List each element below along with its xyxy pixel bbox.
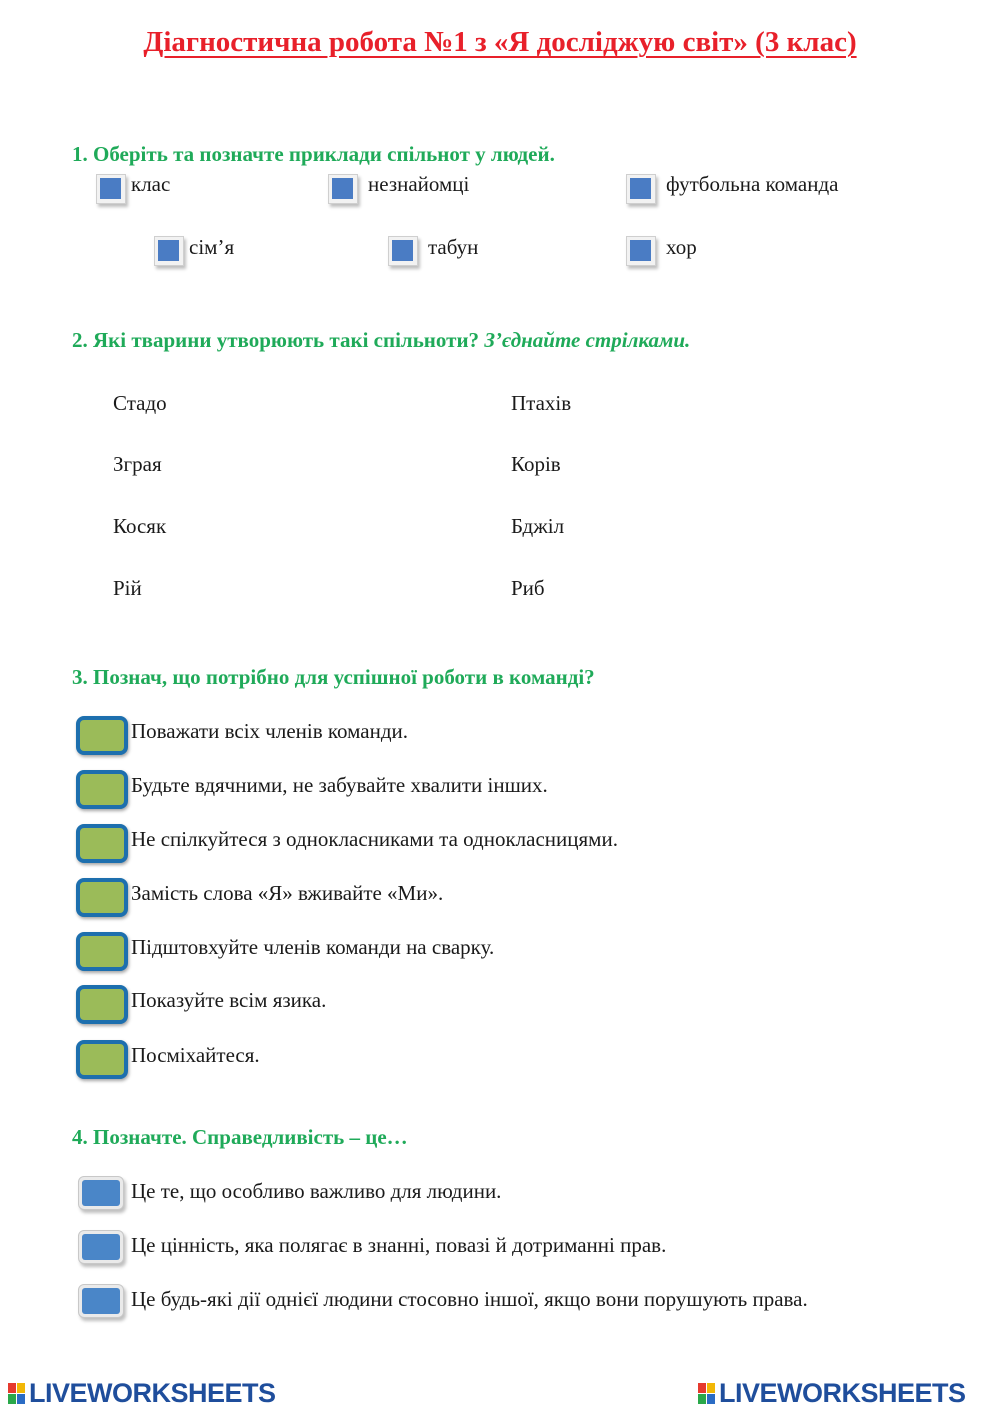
q1-option-label: табун: [428, 235, 479, 259]
q3-checkbox[interactable]: [76, 1040, 128, 1079]
question-4-heading: 4. Позначте. Справедливість – це…: [72, 1125, 408, 1149]
liveworksheets-logo-left: [8, 1378, 276, 1409]
q4-option-label: Це те, що особливо важливо для людини.: [131, 1179, 502, 1203]
q3-checkbox[interactable]: [76, 716, 128, 755]
q4-option-label: Це будь-які дії однієї людини стосовно іншої, якщо вони порушують права.: [131, 1287, 808, 1311]
q2-right-item[interactable]: Птахів: [511, 391, 572, 415]
q3-option-label: Замість слова «Я» вживайте «Ми».: [131, 881, 444, 905]
liveworksheets-logo-text: LIVEWORKSHEETS: [29, 1378, 276, 1408]
q2-right-item[interactable]: Бджіл: [511, 514, 565, 538]
q3-checkbox[interactable]: [76, 770, 128, 809]
q3-checkbox[interactable]: [76, 985, 128, 1024]
question-2-heading: [72, 328, 690, 353]
q2-left-item[interactable]: Зграя: [113, 452, 162, 476]
q4-option-label: Це цінність, яка полягає в знанні, повазі й дотриманні прав.: [131, 1233, 667, 1257]
q3-option-label: Поважати всіх членів команди.: [131, 719, 408, 743]
q3-option-label: Не спілкуйтеся з однокласниками та однокласницями.: [131, 827, 618, 851]
q4-checkbox[interactable]: [78, 1284, 124, 1318]
liveworksheets-mark-icon: [8, 1383, 26, 1405]
q1-checkbox-simia[interactable]: [154, 236, 184, 266]
q3-option-label: Підштовхуйте членів команди на сварку.: [131, 935, 495, 959]
q3-checkbox[interactable]: [76, 932, 128, 971]
q2-left-item[interactable]: Рій: [113, 576, 142, 600]
liveworksheets-mark-icon: [698, 1383, 716, 1405]
q1-option-label: сім’я: [189, 235, 235, 259]
q1-option-label: клас: [131, 172, 171, 196]
question-1-heading: 1. Оберіть та позначте приклади спільнот у людей.: [72, 142, 555, 166]
q1-checkbox-neznaiomtsi[interactable]: [328, 174, 358, 204]
q1-checkbox-tabun[interactable]: [388, 236, 418, 266]
liveworksheets-logo-text: LIVEWORKSHEETS: [719, 1378, 966, 1408]
question-3-heading: 3. Познач, що потрібно для успішної роботи в команді?: [72, 665, 595, 689]
q1-checkbox-khor[interactable]: [626, 236, 656, 266]
q2-right-item[interactable]: Риб: [511, 576, 545, 600]
q3-option-label: Посміхайтеся.: [131, 1043, 260, 1067]
liveworksheets-logo-right: [698, 1378, 966, 1409]
question-2-instruction: З’єднайте стрілками.: [484, 328, 691, 352]
q1-option-label: хор: [666, 235, 697, 259]
question-2-text: 2. Які тварини утворюють такі спільноти?: [72, 328, 480, 352]
q1-checkbox-futbolna-komanda[interactable]: [626, 174, 656, 204]
q4-checkbox[interactable]: [78, 1230, 124, 1264]
q4-checkbox[interactable]: [78, 1176, 124, 1210]
q2-left-item[interactable]: Косяк: [113, 514, 167, 538]
q2-left-item[interactable]: Стадо: [113, 391, 167, 415]
q3-option-label: Показуйте всім язика.: [131, 988, 327, 1012]
q1-checkbox-klas[interactable]: [96, 174, 126, 204]
q1-option-label: незнайомці: [368, 172, 470, 196]
q3-checkbox[interactable]: [76, 878, 128, 917]
q3-checkbox[interactable]: [76, 824, 128, 863]
page-title: Діагностична робота №1 з «Я досліджую світ» (3 клас): [143, 26, 857, 58]
q1-option-label: футбольна команда: [666, 172, 839, 196]
q3-option-label: Будьте вдячними, не забувайте хвалити інших.: [131, 773, 548, 797]
q2-right-item[interactable]: Корів: [511, 452, 561, 476]
